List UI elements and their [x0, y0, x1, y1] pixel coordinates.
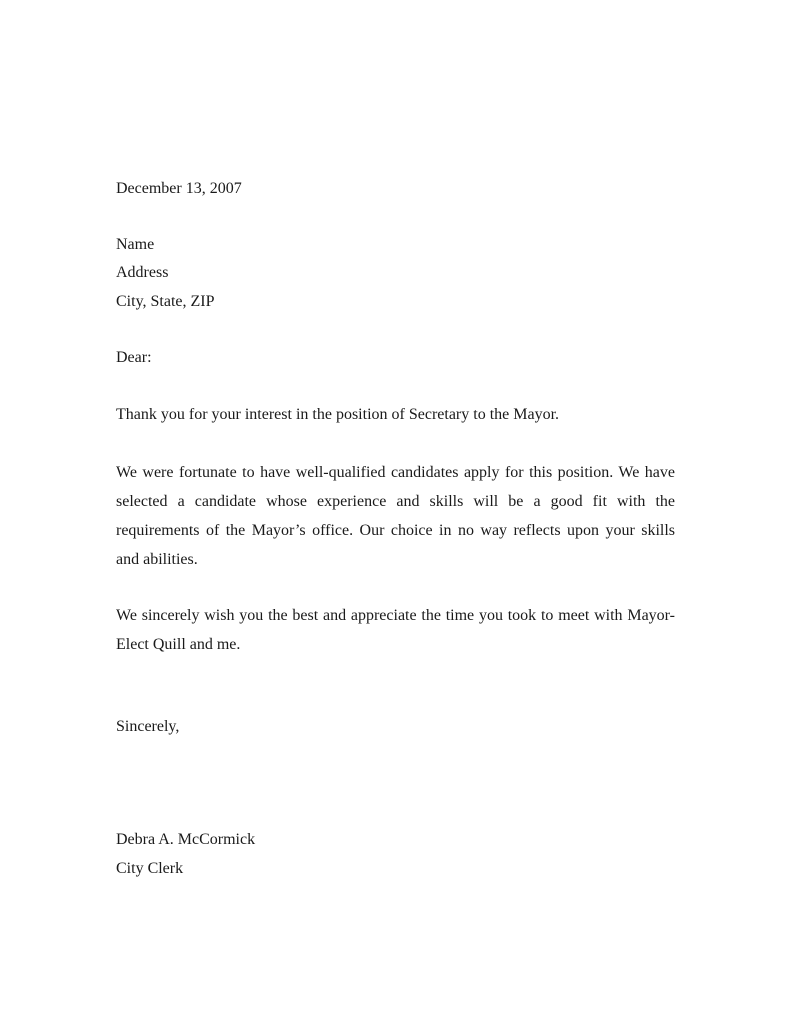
paragraph-2-line: selected a candidate whose experience and skills will be a good fit with the — [116, 493, 675, 510]
paragraph-3-line: We sincerely wish you the best and appreciate the time you took to meet with Mayor- — [116, 607, 675, 624]
paragraph-2-line: and abilities. — [116, 551, 198, 568]
paragraph-1: Thank you for your interest in the position of Secretary to the Mayor. — [116, 406, 560, 423]
salutation: Dear: — [116, 349, 152, 366]
closing: Sincerely, — [116, 718, 180, 735]
signer-title: City Clerk — [116, 860, 184, 877]
paragraph-2-line: requirements of the Mayor’s office. Our choice in no way reflects upon your skills — [116, 522, 675, 539]
recipient-address: Address — [116, 264, 169, 281]
paragraph-3-line: Elect Quill and me. — [116, 636, 241, 653]
recipient-city-state-zip: City, State, ZIP — [116, 293, 215, 310]
paragraph-2-line: We were fortunate to have well-qualified candidates apply for this position. We have — [116, 464, 675, 481]
paragraph-3 — [116, 601, 675, 659]
paragraph-2 — [116, 458, 675, 574]
signer-name: Debra A. McCormick — [116, 831, 256, 848]
recipient-name: Name — [116, 236, 155, 253]
letter-date: December 13, 2007 — [116, 180, 242, 197]
